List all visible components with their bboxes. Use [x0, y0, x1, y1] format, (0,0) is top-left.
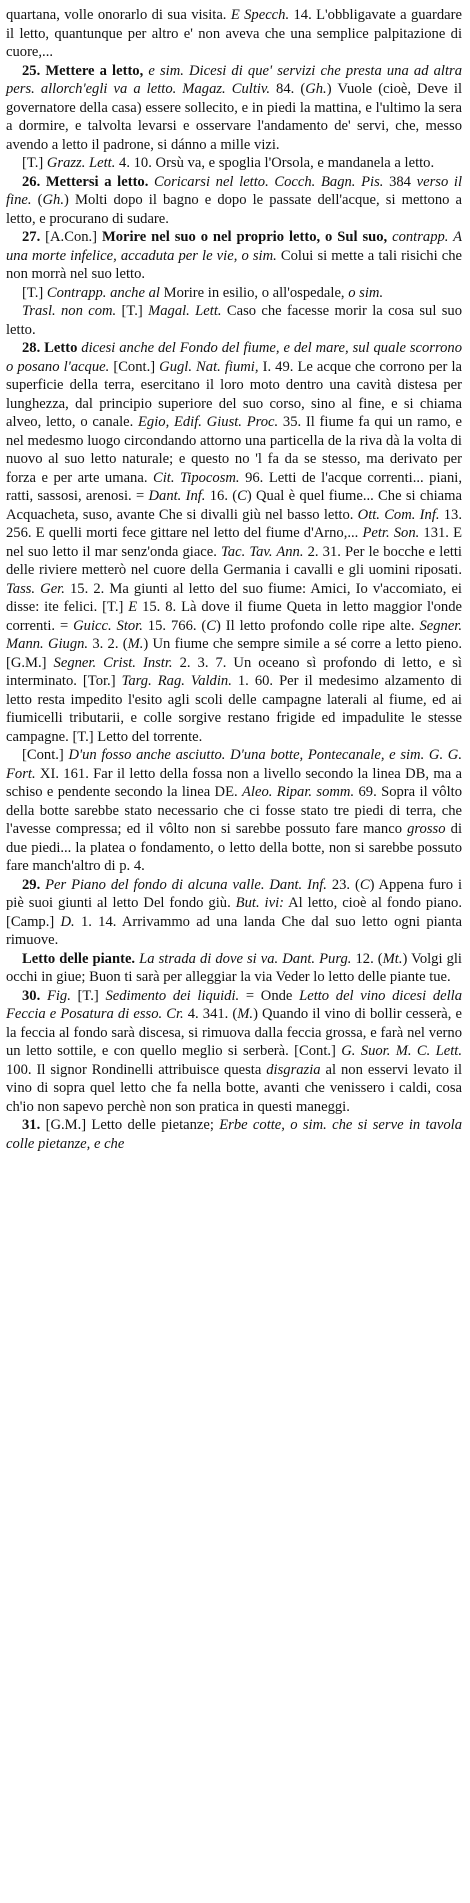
italic-text: M.: [127, 636, 144, 652]
body-text: 1. 60. Per il medesimo alzamento di letto resta impedito l'esito agli scoli delle campagne laterali al fiume, ed ai fiumicelli tributarii, e colle sorgive restano frigide ed impadulite le stesse campagne. [T.] Letto del torrente.: [6, 673, 462, 745]
body-text: ) Quando il vino di bollir cesserà, e la feccia al fondo sarà discesa, si rimuova dalla feccia grossa, e farà nel verno un letto sottile, e con quello meglio si serberà. [Cont.]: [6, 1006, 462, 1059]
body-text: 3. 2. (: [88, 636, 128, 652]
body-text: Morire in esilio, o all'ospedale,: [159, 284, 349, 301]
body-text: 96. Letti de l'acque correnti... piani, ratti, sassosi, arenosi. =: [6, 469, 462, 504]
body-text: [G.M.] Letto delle pietanze;: [45, 1117, 220, 1133]
body-text: [Cont.]: [22, 747, 69, 763]
italic-text: Gh.: [42, 192, 65, 208]
entry-heading: 29.: [22, 876, 46, 893]
italic-text: Targ. Rag. Valdin.: [121, 673, 232, 689]
body-text: 1. 14. Arrivammo ad una landa Che dal suo letto ogni pianta rimuove.: [6, 913, 462, 948]
body-text: [T.]: [70, 987, 106, 1004]
italic-text: D.: [60, 913, 75, 930]
entry-heading: Letto delle piante.: [22, 950, 140, 967]
body-text: Caso che facesse morir la cosa sul suo letto.: [6, 303, 462, 338]
italic-text: Mt.: [382, 950, 403, 967]
italic-text: Letto del vino dicesi della Feccia e Posatura di esso. Cr.: [6, 987, 463, 1022]
italic-text: Fig.: [46, 987, 71, 1004]
italic-text: Gugl. Nat. fiumi,: [159, 358, 259, 375]
body-text: 15. 8. Là dove il fiume Queta in letto maggior l'onde correnti. =: [6, 599, 462, 634]
italic-text: C: [237, 488, 247, 504]
body-text: [Cont.]: [109, 358, 160, 375]
body-text: ) Vuole (cioè, Deve il governatore della casa) essere sollecito, e in piedi la mattina, e l'ultimo la sera a dormire, e talvolta levarsi e osservare l'andamento de' servi, che, messo avendo a letto il padrone, si dánno a mille vizi.: [6, 81, 463, 153]
italic-text: Contrapp. anche al: [46, 284, 160, 301]
entry-paragraph: [6, 173, 462, 229]
body-text: ) Volgi gli occhi in giue; Buon ti sarà per alleggiar la via Veder lo letto delle piante tue.: [6, 950, 462, 985]
italic-text: grosso: [407, 821, 446, 837]
body-text: 131. E nel suo letto il mar senz'onda giace.: [6, 525, 462, 560]
italic-text: o sim.: [348, 284, 384, 301]
italic-text: D'un fosso anche asciutto. D'una botte, Pontecanale, e sim. G. G. Fort.: [6, 747, 462, 782]
body-text: 4. 341. (: [183, 1006, 238, 1022]
italic-text: verso il fine.: [6, 173, 463, 208]
entry-paragraph: [6, 950, 462, 987]
italic-text: Per Piano del fondo di alcuna valle. Dant. Inf.: [45, 876, 327, 893]
italic-text: Ott. Com. Inf.: [357, 506, 440, 523]
italic-text: M.: [237, 1006, 254, 1022]
body-text: ) Il letto profondo colle ripe alte.: [216, 617, 420, 634]
italic-text: G. Suor. M. C. Lett.: [341, 1043, 463, 1059]
body-text: = Onde: [239, 987, 300, 1004]
italic-text: C: [359, 876, 370, 893]
italic-text: Trasl. non com.: [22, 303, 117, 319]
body-text: 4. 10. Orsù va, e spoglia l'Orsola, e mandanela a letto.: [115, 155, 435, 171]
body-text: 15. 2. Ma giunti al letto del suo fiume: Amici, Io v'accomiato, ei disse: ite felici. [T.]: [6, 580, 462, 615]
italic-text: Aleo. Ripar. somm.: [242, 784, 355, 800]
body-text: ) Un fiume che sempre simile a sé corre a letto pieno. [G.M.]: [6, 636, 462, 671]
body-text: 23. (: [326, 876, 360, 893]
body-text: [T.]: [22, 284, 47, 301]
entry-heading: Morire nel suo o nel proprio letto, o Sul suo,: [101, 229, 393, 245]
italic-text: Tass. Ger.: [6, 580, 65, 597]
entry-paragraph: [6, 987, 462, 1117]
entry-paragraph: [6, 1116, 462, 1153]
body-text: 84. (: [269, 81, 306, 97]
entry-paragraph: [6, 154, 462, 173]
entry-heading: 27.: [22, 229, 46, 245]
body-text: 15. 766. (: [142, 617, 207, 634]
entry-paragraph: [6, 876, 462, 950]
italic-text: E: [128, 599, 138, 615]
italic-text: contrapp. A una morte infelice, accaduta per le vie, o sim.: [6, 229, 462, 264]
entry-paragraph: [6, 302, 462, 339]
italic-text: Segner. Mann. Giugn.: [6, 617, 463, 652]
body-text: 2. 3. 7. Un oceano sì profondo di letto, e sì interminato. [Tor.]: [6, 654, 462, 689]
italic-text: Egio, Edif. Giust. Proc.: [138, 414, 279, 430]
body-text: 35. Il fiume fa qui un ramo, e nel medesmo luogo circondando attorno una particella de la riva dà la volta di nuovo al suo letto naturale; e questo no 'l fa da se stesso, ma derivato per forza e per arte umana.: [6, 414, 462, 486]
entry-heading: 25. Mettere a letto,: [22, 62, 149, 79]
body-text: 100. Il signor Rondinelli attribuisce questa: [6, 1061, 267, 1078]
italic-text: Grazz. Lett.: [46, 155, 116, 171]
italic-text: Tac. Tav. Ann.: [221, 543, 304, 560]
body-text: 12. (: [351, 950, 383, 967]
italic-text: Dant. Inf.: [148, 488, 206, 504]
body-text: Colui si mette a tali risichi che non morrà nel suo letto.: [6, 247, 462, 282]
body-text: 69. Sopra il vôlto della botte sarebbe stato necessario che ci fosse stato tre piedi di terra, che l'avesse compressa; ed il vôlto non si sarebbe possuto fare manco: [6, 784, 462, 837]
italic-text: E Specch.: [230, 7, 290, 23]
body-text: 384: [383, 173, 417, 190]
body-text: [T.]: [116, 303, 149, 319]
body-text: 13. 256. E quelli morti fece gittare nel letto del fiume d'Arno,...: [6, 506, 462, 541]
italic-text: Erbe cotte, o sim. che si serve in tavola colle pietanze, e che: [6, 1117, 463, 1152]
entry-paragraph: [6, 228, 462, 284]
entry-paragraph: [6, 339, 462, 746]
italic-text: Guicc. Stor.: [73, 617, 143, 634]
body-text: ) Qual è quel fiume... Che si chiama Acquacheta, suso, avante Che si divalli giù nel basso letto.: [6, 488, 462, 523]
body-text: di due piedi... la platea o fondamento, o letto della botte, non si sarebbe possuto fare manch'altro di p. 4.: [6, 821, 462, 874]
italic-text: Cit. Tipocosm.: [152, 469, 240, 486]
italic-text: e sim. Dicesi di que' servizi che presta una ad altra pers. allorch'egli va a letto. Magaz. Cultiv.: [6, 62, 462, 97]
entry-heading: 31.: [22, 1117, 46, 1133]
italic-text: Segner. Crist. Instr.: [53, 654, 173, 671]
entry-heading: 26. Mettersi a letto.: [22, 173, 155, 190]
entry-paragraph: [6, 62, 462, 155]
italic-text: Sedimento dei liquidi.: [105, 987, 240, 1004]
entry-heading: 30.: [22, 987, 47, 1004]
italic-text: Petr. Son.: [362, 525, 420, 541]
body-text: 16. (: [205, 488, 238, 504]
body-text: quartana, volle onorarlo di sua visita.: [6, 7, 231, 23]
entry-heading: 28. Letto: [22, 340, 82, 356]
entry-paragraph: [6, 6, 462, 62]
body-text: [A.Con.]: [45, 229, 102, 245]
entry-paragraph: [6, 284, 462, 303]
body-text: (: [31, 192, 43, 208]
italic-text: But. ivi:: [235, 895, 284, 911]
italic-text: C: [206, 617, 217, 634]
body-text: 2. 31. Per le bocche e letti delle riviere metterò nel cuore della Germania i cavalli e gli uomini riposati.: [6, 543, 462, 578]
body-text: [T.]: [22, 155, 47, 171]
entry-paragraph: [6, 746, 462, 876]
italic-text: Coricarsi nel letto. Cocch. Bagn. Pis.: [154, 173, 384, 190]
italic-text: dicesi anche del Fondo del fiume, e del mare, sul quale scorrono o posano l'acque.: [6, 340, 462, 375]
body-text: ) Appena furo i piè suoi giunti al letto Del fondo giù.: [6, 876, 463, 911]
italic-text: Magal. Lett.: [148, 303, 222, 319]
body-text: ) Molti dopo il bagno e dopo le passate dell'acque, si mettono a letto, e procurano di sudare.: [6, 192, 463, 227]
body-text: XI. 161. Far il letto della fossa non a livello secondo la linea DB, ma a schiso e pendente secondo la linea DE.: [6, 765, 462, 800]
italic-text: disgrazia: [266, 1061, 321, 1078]
body-text: 14. L'obbligavate a guardare il letto, quantunque per altro e' non aveva che una semplice palpitazione di cuore,...: [6, 7, 462, 60]
body-text: al non esservi levato il vino di sopra quel letto che fa nella botte, avanti che venissero i caldi, cosa ch'io non sapevo perchè non son pratica in questi maneggi.: [6, 1061, 462, 1115]
italic-text: Gh.: [305, 81, 327, 97]
body-text: Al letto, cioè al fondo piano. [Camp.]: [6, 895, 462, 930]
body-text: I. 49. Le acque che corrono per la superficie della terra, esercitano il loro moto dentro una cavità distesa per lunghezza, dal principio superiore del suo corso, sino al fine, e si chiama alveo, letto, o canale.: [6, 358, 462, 430]
italic-text: La strada di dove si va. Dant. Purg.: [139, 950, 352, 967]
